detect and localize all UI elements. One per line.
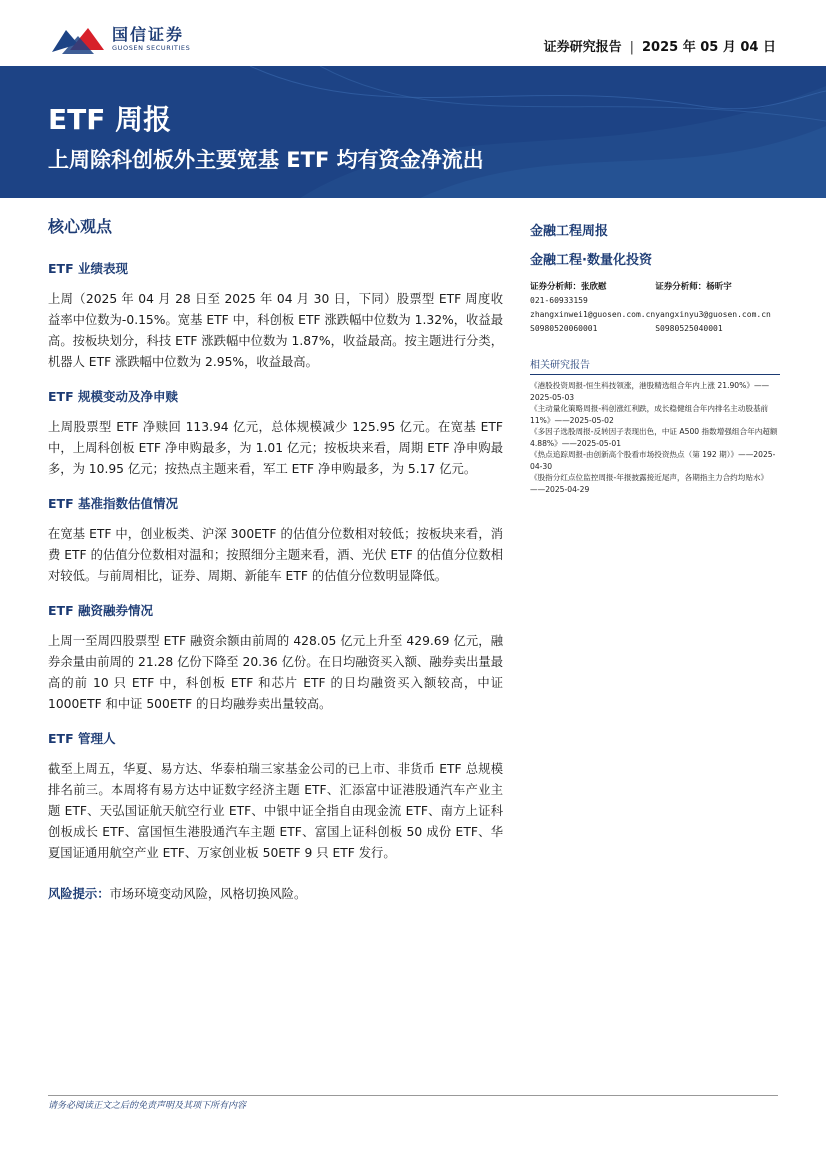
header-separator: | [629, 40, 634, 55]
analyst-email[interactable]: yangxinyu3@guosen.com.cn [655, 310, 771, 319]
analyst-card [530, 280, 655, 336]
analyst-name: 证券分析师：杨昕宇 [655, 282, 732, 292]
analyst-info [530, 280, 780, 336]
risk-text: 市场环境变动风险，风格切换风险。 [109, 887, 307, 901]
section-flows [48, 387, 503, 480]
section-text: 上周股票型 ETF 净赎回 113.94 亿元，总体规模减少 125.95 亿元。在宽基 ETF 中，上周科创板 ETF 净申购最多，为 1.01 亿元；按板块来看，周期 ETF 净申购最多，为 10.95 亿元；按热点主题来看，军工 ETF 净申购最多，为 5.17 亿元。 [48, 420, 503, 476]
analyst-email[interactable]: zhangxinwei1@guosen.com.cn [530, 310, 656, 319]
related-report-item[interactable]: 《港股投资周报-恒生科技领涨，港股精选组合年内上涨 21.90%》——2025-05-03 [530, 381, 770, 402]
section-title: ETF 融资融券情况 [48, 603, 153, 618]
analyst-phone [655, 294, 780, 308]
report-title: ETF 周报 [48, 103, 172, 136]
report-meta [544, 36, 776, 55]
section-managers [48, 729, 503, 864]
footer-disclaimer: 请务必阅读正文之后的免责声明及其项下所有内容 [48, 1101, 247, 1111]
analyst-cert: S0980520060001 [530, 324, 598, 333]
core-views-column [48, 214, 503, 902]
related-report-item[interactable]: 《热点追踪周报-由创新高个股看市场投资热点（第 192 期）》——2025-04-30 [530, 450, 776, 471]
section-text: 在宽基 ETF 中，创业板类、沪深 300ETF 的估值分位数相对较低；按板块来看，消费 ETF 的估值分位数相对温和；按照细分主题来看，酒、光伏 ETF 的估值分位数相对较低。与前周相比，证券、周期、新能车 ETF 的估值分位数明显降低。 [48, 527, 503, 583]
section-margin [48, 601, 503, 715]
risk-warning [48, 884, 503, 902]
related-report-item[interactable]: 《多因子选股周报-反转因子表现出色，中证 A500 指数增强组合年内超额 4.88%》——2025-05-01 [530, 427, 778, 448]
related-report-item[interactable]: 《主动量化策略周报-科创涨红利跌，成长稳健组合年内排名主动股基前 11%》——2025-05-02 [530, 404, 769, 425]
section-text: 截至上周五，华夏、易方达、华泰柏瑞三家基金公司的已上市、非货币 ETF 总规模排名前三。本周将有易方达中证数字经济主题 ETF、汇添富中证港股通汽车产业主题 ETF、天弘国证航天航空行业 ETF、中银中证全指自由现金流 ETF、南方上证科创板成长 ETF、富国恒生港股通汽车主题 ETF、富国上证科创板 50 成份 ETF、华夏国证通用航空产业 ETF、万家创业板 50ETF 9 只 ETF 发行。 [48, 762, 503, 860]
related-reports-title: 相关研究报告 [530, 356, 780, 375]
risk-label: 风险提示： [48, 887, 110, 901]
section-title: ETF 管理人 [48, 731, 116, 746]
logo-english-name: GUOSEN SECURITIES [112, 44, 191, 52]
core-views-title: 核心观点 [48, 217, 113, 236]
logo-chinese-name: 国信证券 [112, 25, 185, 44]
section-title: ETF 业绩表现 [48, 261, 128, 276]
section-title: ETF 基准指数估值情况 [48, 496, 178, 511]
report-category-title: 金融工程·数量化投资 [530, 253, 652, 268]
section-text: 上周（2025 年 04 月 28 日至 2025 年 04 月 30 日，下同）股票型 ETF 周度收益率中位数为-0.15%。宽基 ETF 中，科创板 ETF 涨跌幅中位数为 1.32%，收益最高。按板块划分，科技 ETF 涨跌幅中位数为 1.87%，收益最高。按主题进行分类，机器人 ETF 涨跌幅中位数为 2.95%，收益最高。 [48, 292, 503, 369]
sidebar [530, 220, 780, 495]
section-text: 上周一至周四股票型 ETF 融资余额由前周的 428.05 亿元上升至 429.69 亿元，融券余量由前周的 21.28 亿份下降至 20.36 亿份。在日均融资买入额、融券卖出量最高的前 10 只 ETF 中，科创板 ETF 和芯片 ETF 的日均融资买入额较高，中证 1000ETF 和中证 500ETF 的日均融券卖出量较高。 [48, 634, 503, 711]
related-report-item[interactable]: 《股指分红点位监控周报-年报披露接近尾声，各期指主力合约均贴水》——2025-04-29 [530, 473, 769, 494]
report-date: 2025 年 05 月 04 日 [642, 40, 776, 55]
related-reports-list [530, 380, 780, 495]
report-type: 证券研究报告 [543, 40, 622, 55]
analyst-phone: 021-60933159 [530, 296, 588, 305]
section-performance [48, 259, 503, 373]
title-banner [0, 66, 826, 198]
section-valuation [48, 494, 503, 587]
analyst-name: 证券分析师：张欣慰 [530, 282, 607, 292]
report-series-title: 金融工程周报 [530, 224, 609, 239]
footer-divider [48, 1095, 778, 1096]
analyst-card [655, 280, 780, 336]
analyst-cert: S0980525040001 [655, 324, 723, 333]
guosen-logo-icon [48, 24, 108, 58]
page-header [0, 0, 826, 66]
section-title: ETF 规模变动及净申赎 [48, 389, 178, 404]
report-subtitle: 上周除科创板外主要宽基 ETF 均有资金净流出 [48, 148, 484, 172]
